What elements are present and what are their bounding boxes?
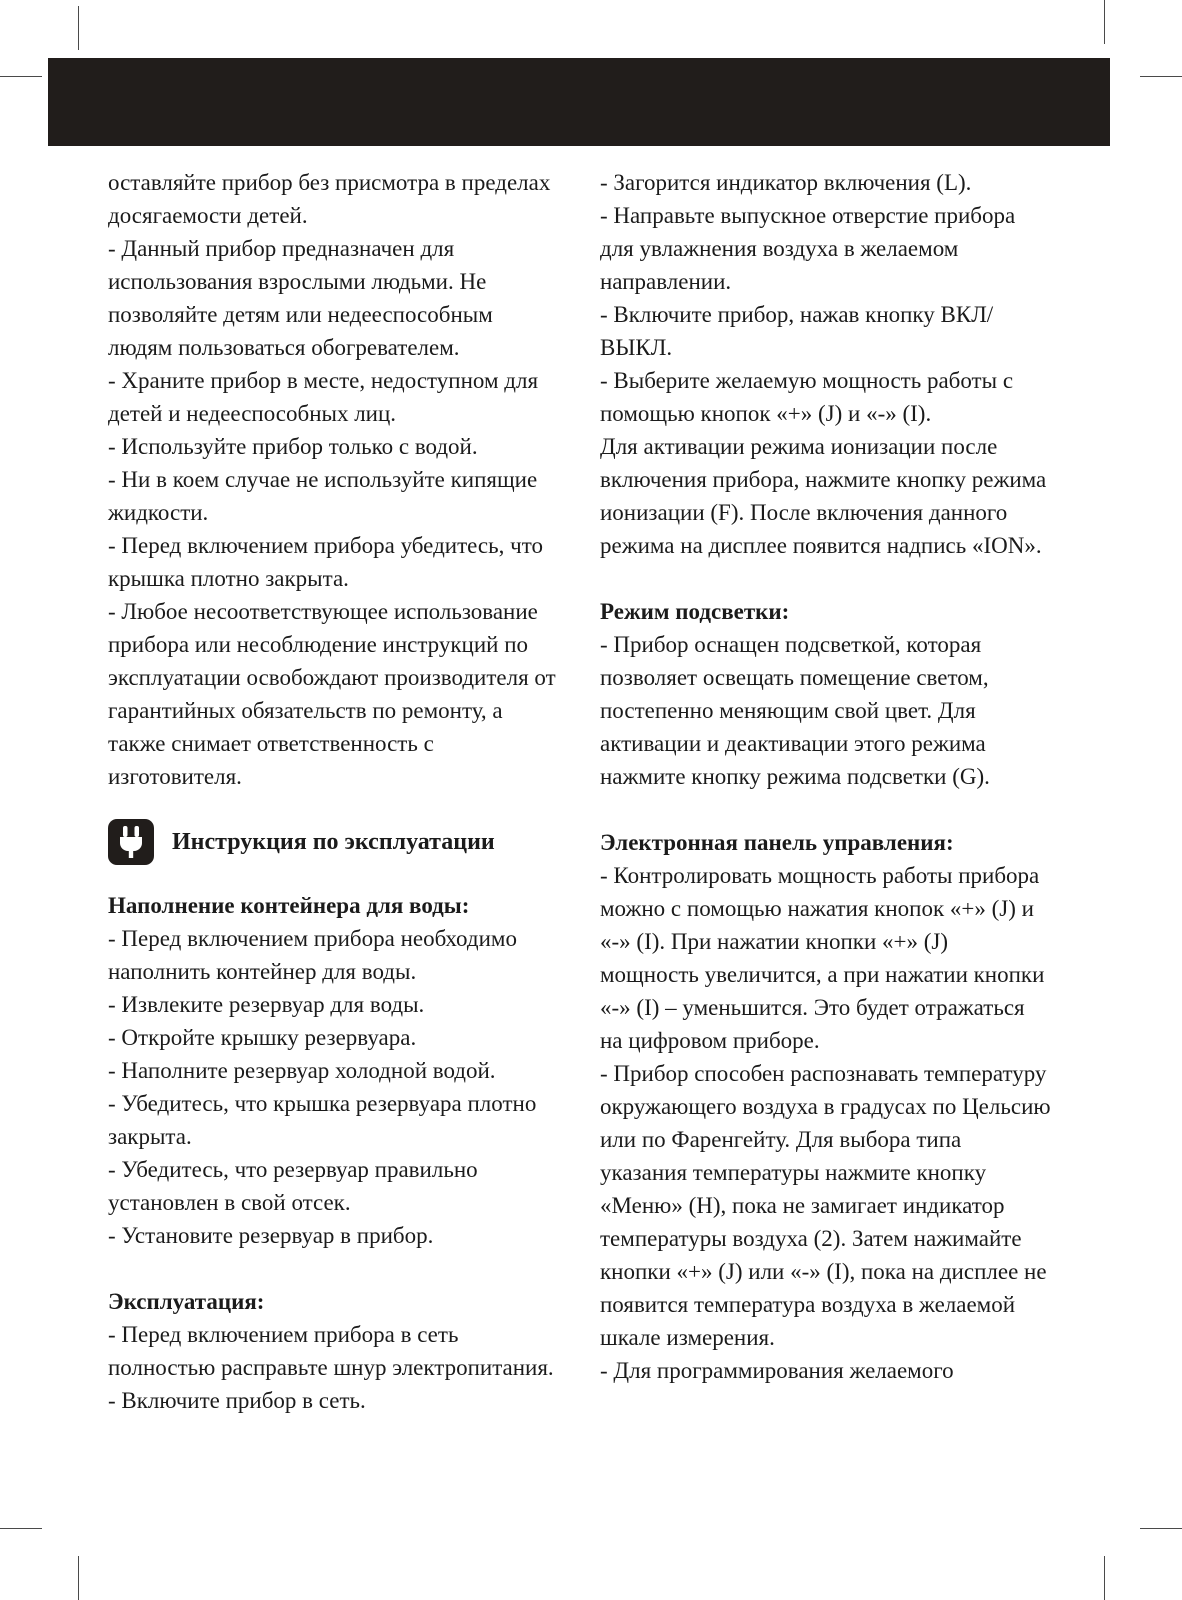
paragraph: - Любое несоответствующее использование прибора или несоблюдение инструкций по эксплуатации освобождают производителя от гарантийных обязательств по ремонту, а также снимает ответственность с изготовителя.: [108, 599, 556, 789]
paragraph: оставляйте прибор без присмотра в пределах досягаемости детей.: [108, 170, 551, 228]
crop-mark: [1104, 0, 1105, 44]
paragraph: - Ни в коем случае не используйте кипящие жидкости.: [108, 467, 538, 525]
section-heading: Электронная панель управления:: [600, 830, 954, 855]
paragraph: - Перед включением прибора необходимо наполнить контейнер для воды.: [108, 926, 517, 984]
paragraph: - Откройте крышку резервуара.: [108, 1025, 417, 1050]
paragraph: - Извлеките резервуар для воды.: [108, 992, 425, 1017]
paragraph: - Убедитесь, что крышка резервуара плотно закрыта.: [108, 1091, 537, 1149]
paragraph: Для активации режима ионизации после включения прибора, нажмите кнопку режима ионизации (F). После включения данного режима на дисплее появится надпись «ION».: [600, 434, 1047, 558]
paragraph: - Прибор оснащен подсветкой, которая позволяет освещать помещение светом, постепенно меняющим свой цвет. Для активации и деактивации этого режима нажмите кнопку режима подсветки (G).: [600, 632, 990, 789]
crop-mark: [78, 6, 79, 50]
paragraph: - Прибор способен распознавать температуру окружающего воздуха в градусах по Цельсию или по Фаренгейту. Для выбора типа указания температуры нажмите кнопку «Меню» (H), пока не замигает индикатор температуры воздуха (2). Затем нажимайте кнопки «+» (J) или «-» (I), пока на дисплее не появится температура воздуха в желаемой шкале измерения.: [600, 1061, 1051, 1350]
header-bar: [48, 58, 1110, 146]
paragraph: - Данный прибор предназначен для использования взрослыми людьми. Не позволяйте детям или недееспособным людям пользоваться обогревателем.: [108, 236, 493, 360]
paragraph: - Наполните резервуар холодной водой.: [108, 1058, 496, 1083]
paragraph: - Храните прибор в месте, недоступном для детей и недееспособных лиц.: [108, 368, 539, 426]
paragraph: - Направьте выпускное отверстие прибора для увлажнения воздуха в желаемом направлении.: [600, 203, 1016, 294]
paragraph: - Установите резервуар в прибор.: [108, 1223, 434, 1248]
paragraph: - Включите прибор, нажав кнопку ВКЛ/ВЫКЛ.: [600, 302, 994, 360]
crop-mark: [78, 1556, 79, 1600]
paragraph: - Перед включением прибора в сеть полностью расправьте шнур электропитания.: [108, 1322, 554, 1380]
crop-mark: [1140, 76, 1182, 77]
section-heading: Эксплуатация:: [108, 1289, 265, 1314]
icon-heading-label: Инструкция по эксплуатации: [172, 829, 495, 855]
paragraph: - Для программирования желаемого: [600, 1358, 954, 1383]
paragraph: - Включите прибор в сеть.: [108, 1388, 366, 1413]
crop-mark: [1104, 1556, 1105, 1600]
section-heading: Режим подсветки:: [600, 599, 790, 624]
left-column: [108, 166, 560, 1417]
paragraph: - Выберите желаемую мощность работы с помощью кнопок «+» (J) и «-» (I).: [600, 368, 1014, 426]
crop-mark: [0, 76, 42, 77]
right-column: [600, 166, 1052, 1417]
section-heading: Наполнение контейнера для воды:: [108, 893, 470, 918]
page-content: [108, 166, 1052, 1417]
plug-icon: [108, 819, 154, 865]
paragraph: - Перед включением прибора убедитесь, что крышка плотно закрыта.: [108, 533, 543, 591]
paragraph: - Используйте прибор только с водой.: [108, 434, 478, 459]
icon-heading: [108, 819, 560, 865]
crop-mark: [0, 1528, 42, 1529]
paragraph: - Убедитесь, что резервуар правильно установлен в свой отсек.: [108, 1157, 478, 1215]
paragraph: - Контролировать мощность работы прибора можно с помощью нажатия кнопок «+» (J) и «-» (I). При нажатии кнопки «+» (J) мощность увеличится, а при нажатии кнопки «-» (I) – уменьшится. Это будет отражаться на цифровом приборе.: [600, 863, 1045, 1053]
paragraph: - Загорится индикатор включения (L).: [600, 170, 972, 195]
crop-mark: [1140, 1528, 1182, 1529]
